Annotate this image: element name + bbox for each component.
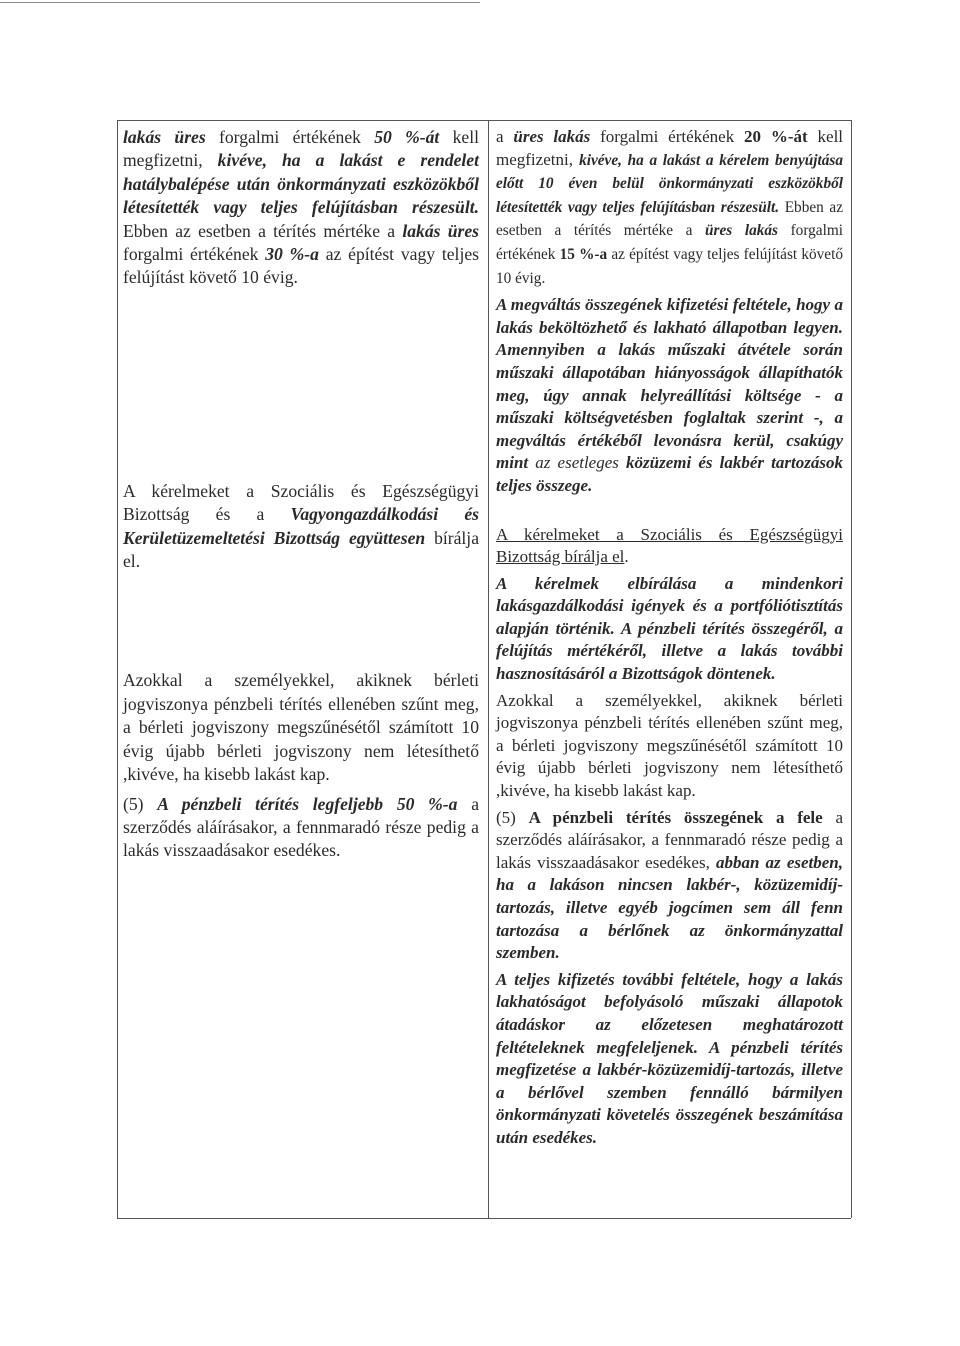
right-paragraph-5: Azokkal a személyekkel, akiknek bérleti jogviszonya pénzbeli térítés ellenében szűnt meg, a bérleti jogviszony megszűnésétől számított 10 évig újabb bérleti jogviszony nem létesíthető ,kivéve, ha kisebb lakást kap. xyxy=(496,690,843,801)
table-bottom-border xyxy=(117,1218,851,1219)
scan-top-edge xyxy=(0,2,480,3)
left-paragraph-1: lakás üres forgalmi értékének 50 %-át kell megfizetni, kivéve, ha a lakást e rendelet hatálybalépése után önkormányzati eszközökből létesítették vagy teljes felújításban részesült. Ebben az esetben a térítés mértéke a lakás üres forgalmi értékének 30 %-a az építést vagy teljes felújítást követő 10 évig. xyxy=(123,127,480,288)
right-column xyxy=(496,126,843,1150)
right-paragraph-7: A teljes kifizetés további feltétele, hogy a lakás lakhatóságot befolyásoló műszaki állapotok átadáskor az előzetesen meghatározott feltételeknek megfeleljenek. A pénzbeli térítés megfizetése a lakbér-közüzemidíj-tartozás, illetve a bérlővel szemben fennálló bármilyen önkormányzati követelés összegének beszámítása után esedékes. xyxy=(496,969,843,1147)
left-paragraph-4: (5) A pénzbeli térítés legfeljebb 50 %-a a szerződés aláírásakor, a fennmaradó része pedig a lakás visszaadásakor esedékes. xyxy=(123,793,479,861)
right-paragraph-6: (5) A pénzbeli térítés összegének a fele a szerződés aláírásakor, a fennmaradó része pedig a lakás visszaadásakor esedékes, abban az esetben, ha a lakáson nincsen lakbér-, közüzemidíj-tartozás, illetve egyéb jogcímen sem áll fenn tartozása a bérlőnek az önkormányzattal szemben. xyxy=(496,807,843,963)
left-paragraph-2: A kérelmeket a Szociális és Egészségügyi Bizottság és a Vagyongazdálkodási és Kerületüzemeltetési Bizottság együttesen bírálja el. xyxy=(123,480,480,572)
right-paragraph-4: A kérelmek elbírálása a mindenkori lakásgazdálkodási igények és a portfóliótisztítás alapján történik. A pénzbeli térítés összegéről, a felújítás mértékéről, illetve a lakás további hasznosításáról a Bizottságok döntenek. xyxy=(496,573,843,684)
left-column xyxy=(123,126,479,863)
right-paragraph-1: a üres lakás forgalmi értékének 20 %-át kell megfizetni, kivéve, ha a lakást a kérelem benyújtása előtt 10 éven belül önkormányzati eszközökből létesítették vagy teljes felújításban részesült. Ebben az esetben a térítés mértéke a üres lakás forgalmi értékének 15 %-a az építést vagy teljes felújítást követő 10 évig. xyxy=(496,127,844,287)
table-left-border xyxy=(117,120,118,1218)
right-paragraph-2: A megváltás összegének kifizetési feltétele, hogy a lakás beköltözhető és lakható állapotban legyen. Amennyiben a lakás műszaki átvétele során műszaki állapotában hiányosságok állapíthatók meg, úgy annak helyreállítási költsége - a műszaki költségvetésben foglaltak szerint -, a megváltás értékéből levonásra kerül, csakúgy mint az esetleges közüzemi és lakbér tartozások teljes összege. xyxy=(496,295,843,495)
table-middle-border xyxy=(488,120,489,1218)
left-paragraph-3: Azokkal a személyekkel, akiknek bérleti jogviszonya pénzbeli térítés ellenében szűnt meg, a bérleti jogviszony megszűnésétől számított 10 évig újabb bérleti jogviszony nem létesíthető ,kivéve, ha kisebb lakást kap. xyxy=(123,670,479,785)
table-right-border xyxy=(851,120,852,1218)
table-top-border xyxy=(117,120,851,121)
right-paragraph-3: A kérelmeket a Szociális és Egészségügyi Bizottság bírálja el. xyxy=(496,524,843,567)
